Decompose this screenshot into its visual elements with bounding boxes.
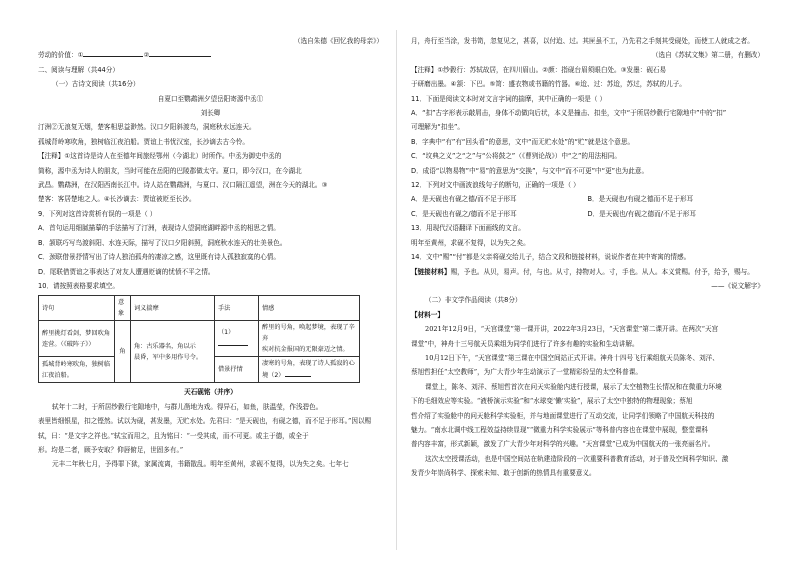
prose-line: 元丰二年秋七月，予得罪下狱，家属流离，书籍散乱。明年至黄州，求砚不复得，以为失之矣。七年七 bbox=[52, 460, 349, 469]
option-d: D．是天砚也/有砚之德而/不足于形耳 bbox=[587, 209, 696, 218]
option-b: B．是天砚也/有砚之德而不足于形耳 bbox=[587, 195, 694, 204]
subsection-heading: （二）非文学作品阅读（共8分） bbox=[425, 296, 522, 305]
right-column bbox=[397, 0, 794, 562]
answer-table bbox=[38, 295, 360, 383]
table-header: 手法 bbox=[215, 296, 259, 321]
option-row bbox=[411, 207, 764, 221]
material-line: 10月12日下午，“天宫课堂”第三课在中国空间站正式开讲。神舟十四号飞行乘组航天员陈冬、刘洋、 bbox=[425, 353, 719, 362]
answer-blank-2[interactable] bbox=[149, 49, 211, 57]
material-line: 这次太空授课活动，也是中国空间站在轨建造阶段的一次重要科普教育活动，对于普及空间科学知识、激 bbox=[425, 454, 729, 463]
source-line: （选自朱德《回忆我的母亲》） bbox=[293, 37, 383, 45]
material-line: 发青少年崇尚科学、探索未知、敢于创新的热情具有重要意义。 bbox=[411, 469, 596, 478]
question-13: 13．用现代汉语翻译下面画线的文言。 bbox=[411, 224, 525, 233]
table-row bbox=[39, 321, 360, 357]
option-row bbox=[411, 192, 764, 206]
option-c: C．“坟典之义”之“之”与“公将鼓之”（《曹刿论战》）中“之”的用法相同。 bbox=[411, 152, 621, 161]
question-11: 11．下面是阅读文本时对文言字词的揣摩，其中正确的一项是（ ） bbox=[411, 94, 607, 103]
table-header: 词义揣摩 bbox=[131, 296, 215, 321]
table-header-row bbox=[39, 296, 360, 321]
note-line: 于研磨出墨。④颔：下巴。⑤笥：盛衣物或书籍的竹器。⑥迨、过：苏迨，苏过，苏轼的儿子。 bbox=[411, 80, 686, 89]
option-d: D．尾联借贾谊之事表达了对友人遭遇贬谪的忧愤不平之情。 bbox=[38, 267, 215, 276]
option-a: A．“扣”古字形表示敲屑击，身体不动做向后状，本义是撞击、扣坐，文中“于所居纱縠行宅隙地中”中的“扣” bbox=[411, 109, 727, 118]
table-cell-poem: 醉里挑灯看剑，梦回吹角 连营。（《破阵子》） bbox=[39, 321, 115, 357]
option-c: C．颈联借景抒情写出了诗人独泊孤舟的凄凉之感，这里既有诗人孤独寂寞的心情。 bbox=[38, 253, 280, 262]
material-line: 哲介绍了实验舱中的问天舱科学实验柜，并与地面课堂进行了互动交流，让同学们领略了中国航天科技的 bbox=[411, 411, 715, 420]
table-cell-meaning: 角：古乐器名，角以示 晨昏，军中多用作号令。 bbox=[131, 321, 215, 383]
prose-title: 天石砚铭（并序） bbox=[184, 388, 237, 397]
table-header: 情感 bbox=[259, 296, 360, 321]
question-12: 12．下列对文中画波浪线句子的断句，正确的一项是（ ） bbox=[411, 181, 580, 190]
question-14: 14．文中“赐”“付”都是父亲将砚交给儿子，结合文段和链接材料，说说作者在其中寄寓的情感。 bbox=[411, 253, 691, 262]
option-c: C．是天砚也有砚之/德而不足于形耳 bbox=[411, 209, 517, 218]
option-a: A．是天砚也有砚之德/而不足于形耳 bbox=[411, 195, 517, 204]
option-b: B．字典中“有”有“回头看”的意思，文中“而无贮水处”的“贮”就是这个意思。 bbox=[411, 137, 635, 146]
question-10: 10．请按照表格要求填空。 bbox=[38, 281, 119, 290]
answer-blank-method[interactable] bbox=[218, 338, 248, 346]
table-cell-feeling: 凄寒的号角，表现了诗人孤寂的心 境（2） bbox=[259, 357, 360, 383]
poem-line: 孤城背岭寒吹角，独树临江夜泊船。贾谊上书忧汉室，长沙谪去古今怜。 bbox=[38, 137, 249, 146]
note-line: 武昌。鹦鹉洲，在汉阳西南长江中。诗人站在鹦鹉洲，与夏口、汉口隔江遥望，洲在今天的湖北。③ bbox=[38, 181, 328, 190]
material-line: 普内容丰富，形式新颖，激发了广大青少年对科学的兴趣。“天宫课堂”已成为中国航天的一张亮丽名片。 bbox=[411, 440, 715, 449]
option-b: B．颔联巧写鸟渡斜阳、水连天际，描写了汉口夕阳斜照，洞庭秋水连天的壮美景色。 bbox=[38, 238, 287, 247]
question-labor-value: 劳动的价值：① ② bbox=[38, 48, 383, 62]
note-line: 【注释】①纱縠行：苏轼故居，在四川眉山。②颜：指砚台眉须眼白处。③发墨：砚石易 bbox=[411, 65, 667, 74]
material-label: 【材料一】 bbox=[411, 310, 444, 319]
prose-line: 轼，曰：“是文字之祥也。”轼宝而用之，且为铭曰：“一受其成，而不可更。或主于德，或全于 bbox=[38, 431, 309, 440]
poem-author: 刘长卿 bbox=[200, 109, 221, 118]
answer-blank-1[interactable] bbox=[83, 49, 143, 57]
poem-line: 汀洲②无浪复无烟，楚客相思益渺然。汉口夕阳斜渡鸟，洞庭秋水远连天。 bbox=[38, 123, 256, 132]
answer-blank-feeling[interactable] bbox=[285, 369, 311, 377]
material-line: 2021年12月9日，“天宫课堂”第一课开讲，2022年3月23日，“天宫课堂”第二课开讲。在两次“天宫 bbox=[425, 325, 719, 334]
translation-sentence: 明年至黄州，求砚不复得，以为失之矣。 bbox=[411, 238, 530, 247]
table-header: 意象 bbox=[115, 296, 131, 321]
prose-line: 表里皆细银星，扣之铿然。试以为砚，甚发墨，无贮水处。先君曰：“是天砚也，有砚之德，而不足于形耳。”因以赐 bbox=[38, 417, 372, 426]
option-a-continued: 可理解为“扣坐”。 bbox=[411, 123, 464, 132]
note-line: 简称，源中丞为诗人的朋友，当时可能在岳阳的巴陵郡做太守。夏口，即今汉口，在今湖北 bbox=[38, 166, 302, 175]
prose-line: 轼年十二时，于所居纱縠行宅隙地中，与群儿凿地为戏。得异石，如鱼，肤温莹，作浅碧色。 bbox=[52, 402, 323, 411]
link-material: 【链接材料】赐，予也。从贝，易声。付，与也。从寸，持物对人。寸，手也。从人。本义赏赐。付予，给予，赐与。 bbox=[411, 267, 754, 276]
table-header: 诗句 bbox=[39, 296, 115, 321]
material-line: 课堂上，陈冬、刘洋、蔡旭哲首次在问天实验舱内进行授课，展示了太空植物生长情况和在微重力环境 bbox=[425, 382, 722, 391]
source-line: （选自《苏轼文集》第二册，有删改） bbox=[651, 51, 764, 60]
note-line: 【注释】①这首诗是诗人在至德年间旅经鄂州（今湖北）时所作。中丞为御史中丞的 bbox=[38, 152, 282, 161]
prose-line: 形。均是二者，顾予安取？仰唇俯足，世固多有。” bbox=[38, 445, 184, 454]
option-d: D．成语“以物易物”中“易”的意思为“交换”，与文中“而不可更”中“更”也为此意。 bbox=[411, 166, 649, 175]
table-cell-method: 借景抒情 bbox=[215, 357, 259, 383]
option-a: A．首句运用细腻描摹的手法描写了汀洲，表现诗人望洞庭湖畔源中丞的相思之情。 bbox=[38, 224, 280, 233]
section-heading: 二、阅读与理解（共44分） bbox=[38, 65, 119, 74]
prose-line: 月，舟行至当涂，发书笥，忽复见之，甚喜，以付迨、过。其匣虽不工，乃先君之手刻其受砚处，而使工人就成之者。 bbox=[411, 37, 754, 45]
subsection-heading: （一）古诗文阅读（共16分） bbox=[52, 80, 140, 89]
table-cell-feeling: 醉里的号角，唤起梦境，表现了辛弃 疾对抗金报国的无限豪迈之情。 bbox=[259, 321, 360, 357]
table-cell-image: 角 bbox=[115, 321, 131, 383]
link-source: ——《说文解字》 bbox=[711, 281, 764, 290]
poem-title: 自夏口至鹦鹉洲夕望岳阳寄源中丞① bbox=[157, 94, 264, 103]
table-cell-poem: 孤城背岭寒吹角，独树临 江夜泊船。 bbox=[39, 357, 115, 383]
material-line: 蔡旭哲担任“太空教师”，为广大青少年生动演示了一堂精彩纷呈的太空科普课。 bbox=[411, 368, 642, 377]
question-9: 9．下列对这首诗赏析有误的一项是（ ） bbox=[38, 209, 157, 218]
note-line: 楚客：客居楚地之人。④长沙谪去：贾谊被贬至长沙。 bbox=[38, 195, 196, 204]
table-cell-method: （1） bbox=[215, 321, 259, 357]
material-line: 魅力。“南水北调中线工程效益持续显现”“微重力科学实验展示”等科普内容也在课堂中展现，整堂课科 bbox=[411, 425, 709, 434]
material-line: 下的毛细效应等实验。“液桥演示实验”和“水球变‘懒’实验”，展示了太空中独特的物理现象；蔡旭 bbox=[411, 397, 693, 406]
material-line: 课堂”中，神舟十三号航天员乘组为同学们进行了许多有趣的实验和生动讲解。 bbox=[411, 339, 639, 348]
